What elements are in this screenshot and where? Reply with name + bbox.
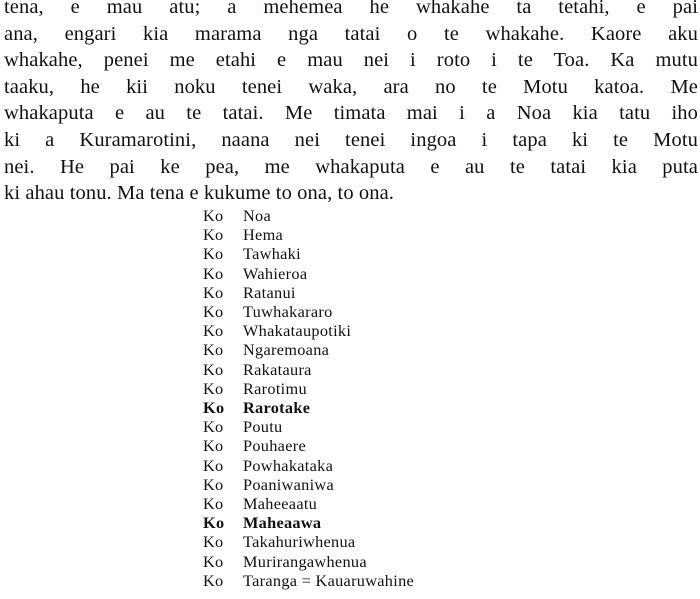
genealogy-name: Rakataura — [243, 359, 312, 379]
genealogy-prefix: Ko — [203, 225, 224, 245]
genealogy-entry — [203, 321, 523, 340]
genealogy-entry — [203, 475, 523, 494]
genealogy-entry — [203, 552, 523, 571]
paragraph-line: whakahe, penei me etahi e mau nei i roto i te Toa. Ka mutu — [4, 49, 698, 72]
genealogy-name: Maheaawa — [243, 513, 322, 533]
genealogy-name: Whakataupotiki — [243, 321, 352, 341]
genealogy-prefix: Ko — [203, 302, 224, 322]
genealogy-prefix: Ko — [203, 282, 224, 302]
genealogy-prefix: Ko — [203, 474, 224, 494]
genealogy-prefix: Ko — [203, 244, 224, 264]
genealogy-prefix: Ko — [203, 340, 224, 360]
genealogy-name: Noa — [243, 206, 272, 225]
genealogy-entry — [203, 513, 523, 532]
genealogy-entry — [203, 264, 523, 283]
genealogy-prefix: Ko — [203, 551, 224, 571]
genealogy-name: Ngaremoana — [243, 340, 330, 360]
genealogy-prefix: Ko — [203, 206, 224, 225]
genealogy-prefix: Ko — [203, 263, 224, 283]
genealogy-name: Taranga = Kauaruwahine — [243, 570, 415, 590]
genealogy-entry — [203, 494, 523, 513]
genealogy-entry — [203, 398, 523, 417]
genealogy-list — [203, 206, 523, 590]
genealogy-prefix: Ko — [203, 359, 224, 379]
genealogy-prefix: Ko — [203, 436, 224, 456]
paragraph-line: taaku, he kii noku tenei waka, ara no te Motu katoa. Me — [4, 75, 698, 98]
genealogy-name: Ratanui — [243, 282, 296, 302]
genealogy-entry — [203, 436, 523, 455]
genealogy-name: Wahieroa — [243, 263, 308, 283]
genealogy-prefix: Ko — [203, 378, 224, 398]
genealogy-entry — [203, 340, 523, 359]
genealogy-entry — [203, 206, 523, 225]
genealogy-entry — [203, 571, 523, 590]
genealogy-name: Rarotake — [243, 398, 311, 418]
genealogy-prefix: Ko — [203, 455, 224, 475]
genealogy-name: Pouhaere — [243, 436, 306, 456]
genealogy-prefix: Ko — [203, 398, 225, 418]
paragraph-line: ana, engari kia marama nga tatai o te whakahe. Kaore aku — [4, 22, 698, 45]
genealogy-entry — [203, 417, 523, 436]
genealogy-prefix: Ko — [203, 321, 224, 341]
genealogy-entry — [203, 379, 523, 398]
genealogy-name: Hema — [243, 225, 284, 245]
genealogy-entry — [203, 244, 523, 263]
genealogy-name: Maheeaatu — [243, 494, 318, 514]
paragraph — [4, 0, 698, 207]
paragraph-line: tena, e mau atu; a mehemea he whakahe ta tetahi, e pai — [4, 0, 698, 18]
paragraph-line: ki ahau tonu. Ma tena e kukume to ona, to ona. — [4, 182, 395, 205]
paragraph-line: ki a Kuramarotini, naana nei tenei ingoa i tapa ki te Motu — [4, 128, 698, 151]
genealogy-prefix: Ko — [203, 417, 224, 437]
paragraph-line: whakaputa e au te tatai. Me timata mai i a Noa kia tatu iho — [4, 102, 698, 125]
genealogy-entry — [203, 360, 523, 379]
genealogy-name: Poaniwaniwa — [243, 474, 335, 494]
genealogy-entry — [203, 456, 523, 475]
genealogy-prefix: Ko — [203, 570, 224, 590]
genealogy-entry — [203, 283, 523, 302]
genealogy-entry — [203, 532, 523, 551]
genealogy-name: Tawhaki — [243, 244, 301, 264]
genealogy-name: Rarotimu — [243, 378, 307, 398]
genealogy-entry — [203, 225, 523, 244]
genealogy-entry — [203, 302, 523, 321]
genealogy-prefix: Ko — [203, 532, 224, 552]
genealogy-prefix: Ko — [203, 494, 224, 514]
paragraph-line: nei. He pai ke pea, me whakaputa e au te tatai kia puta — [4, 155, 698, 178]
genealogy-prefix: Ko — [203, 513, 225, 533]
genealogy-name: Tuwhakararo — [243, 302, 333, 322]
genealogy-name: Takahuriwhenua — [243, 532, 356, 552]
genealogy-name: Poutu — [243, 417, 283, 437]
genealogy-name: Powhakataka — [243, 455, 334, 475]
genealogy-name: Murirangawhenua — [243, 551, 367, 571]
